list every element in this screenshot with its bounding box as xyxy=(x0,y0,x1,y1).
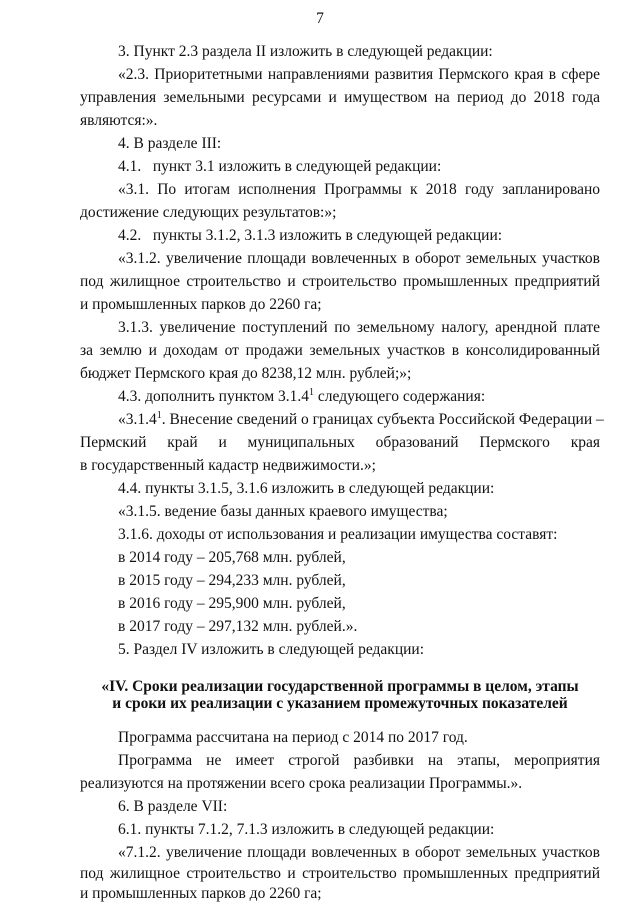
paragraph-line: 4.4. пункты 3.1.5, 3.1.6 изложить в следующей редакции: xyxy=(118,480,495,497)
section-heading: «IV. Сроки реализации государственной программы в целом, этапы xyxy=(101,678,579,695)
paragraph-line: «3.1.5. ведение базы данных краевого имущества; xyxy=(118,503,448,520)
paragraph-line: Программа не имеет строгой разбивки на этапы, мероприятия xyxy=(118,752,600,769)
paragraph-line: Программа рассчитана на период с 2014 по 2017 год. xyxy=(118,729,468,746)
paragraph-line xyxy=(118,387,600,407)
paragraph-line xyxy=(118,409,604,430)
paragraph-line: 3.1.3. увеличение поступлений по земельному налогу, арендной плате xyxy=(118,319,600,336)
line-text: . Внесение сведений о границах субъекта Российской Федерации – xyxy=(161,411,604,428)
paragraph-line: и промышленных парков до 2260 га; xyxy=(80,885,322,902)
superscript: 1 xyxy=(156,409,162,421)
paragraph-line: в 2017 году – 297,132 млн. рублей.». xyxy=(118,618,358,635)
paragraph-line: 3. Пункт 2.3 раздела II изложить в следующей редакции: xyxy=(118,43,493,60)
paragraph-line: «7.1.2. увеличение площади вовлеченных в оборот земельных участков xyxy=(118,844,600,861)
paragraph-line: «3.1. По итогам исполнения Программы к 2018 году запланировано xyxy=(118,181,600,198)
paragraph-line: под жилищное строительство и строительство промышленных предприятий xyxy=(80,865,600,882)
paragraph-line: в государственный кадастр недвижимости.»; xyxy=(80,457,376,474)
line-text: следующего содержания: xyxy=(314,388,486,405)
paragraph-line: реализуются на протяжении всего срока реализации Программы.». xyxy=(80,775,523,792)
paragraph-line: 4.2. пункты 3.1.2, 3.1.3 изложить в следующей редакции: xyxy=(118,227,503,244)
paragraph-line: 6. В разделе VII: xyxy=(118,798,228,815)
paragraph-line: Пермский край и муниципальных образований Пермского края xyxy=(80,434,600,451)
section-heading: и сроки их реализации с указанием промежуточных показателей xyxy=(112,695,568,712)
line-text: «3.1.4 xyxy=(118,411,157,428)
paragraph-line: являются:». xyxy=(80,112,158,129)
paragraph-line: 4.1. пункт 3.1 изложить в следующей редакции: xyxy=(118,158,442,175)
paragraph-line: достижение следующих результатов:»; xyxy=(80,204,337,221)
paragraph-line: «2.3. Приоритетными направлениями развития Пермского края в сфере xyxy=(118,66,600,83)
paragraph-line: 6.1. пункты 7.1.2, 7.1.3 изложить в следующей редакции: xyxy=(118,821,495,838)
paragraph-line: «3.1.2. увеличение площади вовлеченных в оборот земельных участков xyxy=(118,250,600,267)
superscript: 1 xyxy=(309,386,315,398)
paragraph-line: 4. В разделе III: xyxy=(118,135,222,152)
paragraph-line: 3.1.6. доходы от использования и реализации имущества составят: xyxy=(118,526,558,543)
paragraph-line: управления земельными ресурсами и имуществом на период до 2018 года xyxy=(80,89,600,106)
paragraph-line: бюджет Пермского края до 8238,12 млн. рублей;»; xyxy=(80,365,412,382)
page-number: 7 xyxy=(316,10,324,27)
paragraph-line: под жилищное строительство и строительство промышленных предприятий xyxy=(80,273,600,290)
paragraph-line: 5. Раздел IV изложить в следующей редакции: xyxy=(118,641,425,658)
paragraph-line: за землю и доходам от продажи земельных участков в консолидированный xyxy=(80,342,600,359)
paragraph-line: в 2016 году – 295,900 млн. рублей, xyxy=(118,595,346,612)
paragraph-line: в 2015 году – 294,233 млн. рублей, xyxy=(118,572,346,589)
paragraph-line: и промышленных парков до 2260 га; xyxy=(80,296,322,313)
line-text: 4.3. дополнить пунктом 3.1.4 xyxy=(118,388,310,405)
paragraph-line: в 2014 году – 205,768 млн. рублей, xyxy=(118,549,346,566)
